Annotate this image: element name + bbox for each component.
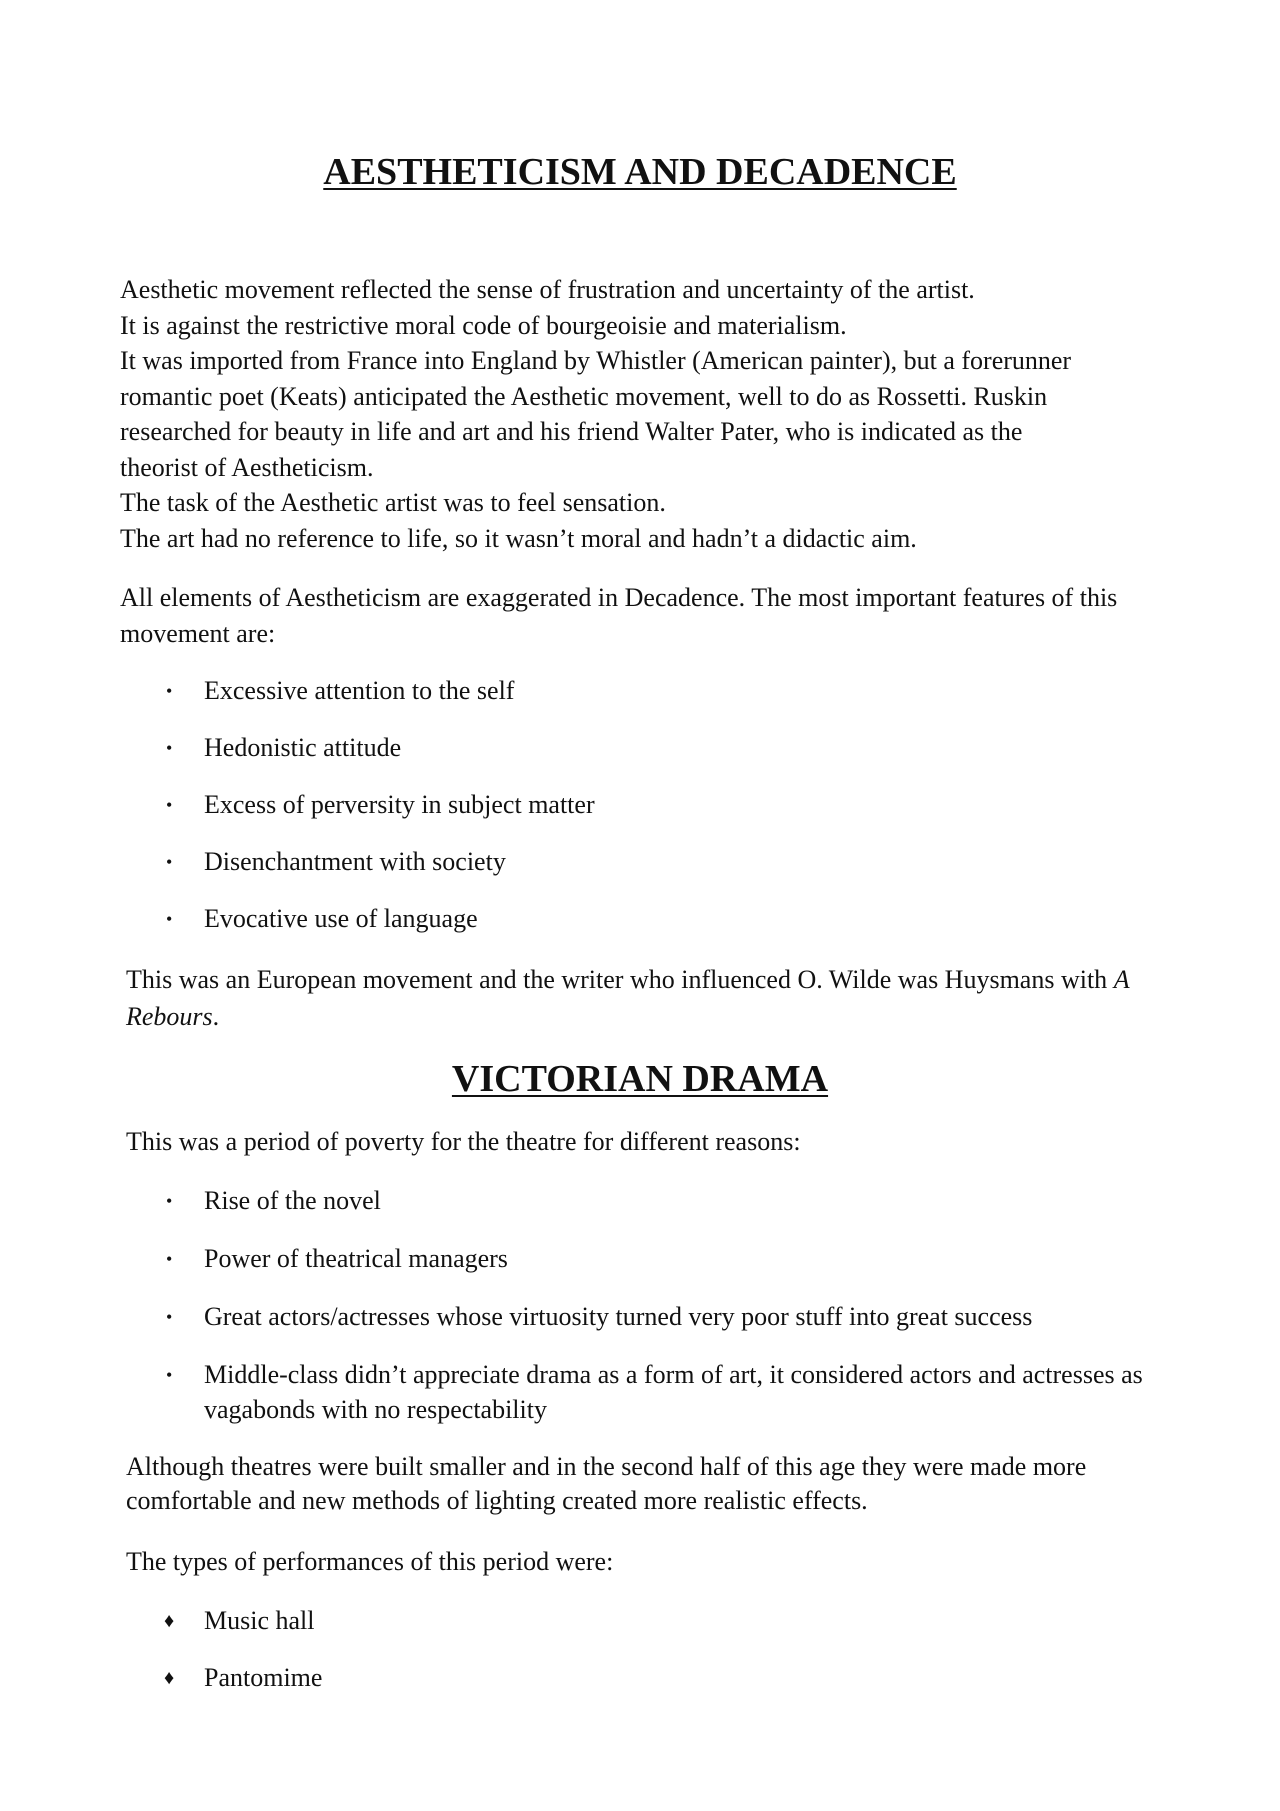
performances-list — [164, 1603, 1164, 1717]
book-title-a-rebours: A Rebours — [126, 965, 1130, 1031]
list-item-text: Hedonistic attitude — [204, 733, 402, 762]
bullet-icon: • — [166, 1307, 173, 1327]
european-text-end: . — [212, 1002, 220, 1031]
intro-line: Aesthetic movement reflected the sense of frustration and uncertainty of the artist. — [120, 275, 975, 304]
diamond-bullet-icon: ♦ — [164, 1610, 175, 1632]
list-item — [166, 1357, 1164, 1427]
european-movement-paragraph — [126, 961, 1166, 1035]
section-title-victorian-drama: VICTORIAN DRAMA — [451, 1058, 829, 1100]
bullet-icon: • — [166, 795, 173, 815]
list-item — [166, 1241, 1164, 1299]
list-item-text: Disenchantment with society — [204, 847, 506, 876]
list-item — [166, 673, 1164, 730]
list-item — [166, 787, 1164, 844]
section-title-aestheticism: AESTHETICISM AND DECADENCE — [323, 151, 957, 193]
list-item — [166, 730, 1164, 787]
poverty-paragraph: This was a period of poverty for the theatre for different reasons: — [126, 1127, 801, 1156]
intro-line: It is against the restrictive moral code of bourgeoisie and materialism. — [120, 310, 847, 340]
list-item-text: Power of theatrical managers — [204, 1244, 508, 1273]
decadence-paragraph: All elements of Aestheticism are exaggerated in Decadence. The most important features of this movement are: — [120, 583, 1118, 648]
list-item-text: Music hall — [204, 1606, 315, 1635]
bullet-icon: • — [166, 681, 173, 701]
list-item-text: Evocative use of language — [204, 904, 478, 933]
intro-line: romantic poet (Keats) anticipated the Aesthetic movement, well to do as Rossetti. Ruskin — [120, 381, 1048, 411]
diamond-bullet-icon: ♦ — [164, 1667, 175, 1689]
bullet-icon: • — [166, 1191, 173, 1211]
list-item — [164, 1603, 1164, 1660]
bullet-icon: • — [166, 852, 173, 872]
list-item — [164, 1660, 1164, 1717]
performance-types-paragraph: The types of performances of this period were: — [126, 1547, 614, 1576]
bullet-icon: • — [166, 1365, 173, 1385]
intro-line: The art had no reference to life, so it wasn’t moral and hadn’t a didactic aim. — [120, 523, 917, 553]
intro-line: The task of the Aesthetic artist was to feel sensation. — [120, 488, 666, 517]
bullet-icon: • — [166, 738, 173, 758]
reasons-list — [166, 1183, 1164, 1427]
list-item — [166, 901, 1164, 958]
list-item-text: Pantomime — [204, 1663, 323, 1692]
bullet-icon: • — [166, 1249, 173, 1269]
list-item-text: Middle-class didn’t appreciate drama as a form of art, it considered actors and actresses as vagabonds with no respectability — [204, 1360, 1143, 1424]
european-text: This was an European movement and the writer who influenced O. Wilde was Huysmans with — [126, 965, 1114, 994]
list-item-text: Rise of the novel — [204, 1186, 381, 1215]
list-item-text: Excess of perversity in subject matter — [204, 790, 595, 819]
intro-paragraph — [120, 272, 1160, 556]
intro-line: researched for beauty in life and art and his friend Walter Pater, who is indicated as the — [120, 417, 1023, 446]
list-item — [166, 844, 1164, 901]
intro-line: theorist of Aestheticism. — [120, 452, 374, 482]
list-item-text: Great actors/actresses whose virtuosity turned very poor stuff into great success — [204, 1302, 1033, 1331]
theatres-paragraph: Although theatres were built smaller and in the second half of this age they were made more comfortable and new methods of lighting created more realistic effects. — [126, 1452, 1087, 1515]
list-item — [166, 1299, 1164, 1357]
features-list — [166, 673, 1164, 958]
bullet-icon: • — [166, 909, 173, 929]
list-item-text: Excessive attention to the self — [204, 676, 515, 705]
intro-line: It was imported from France into England by Whistler (American painter), but a forerunner — [120, 346, 1072, 375]
list-item — [166, 1183, 1164, 1241]
